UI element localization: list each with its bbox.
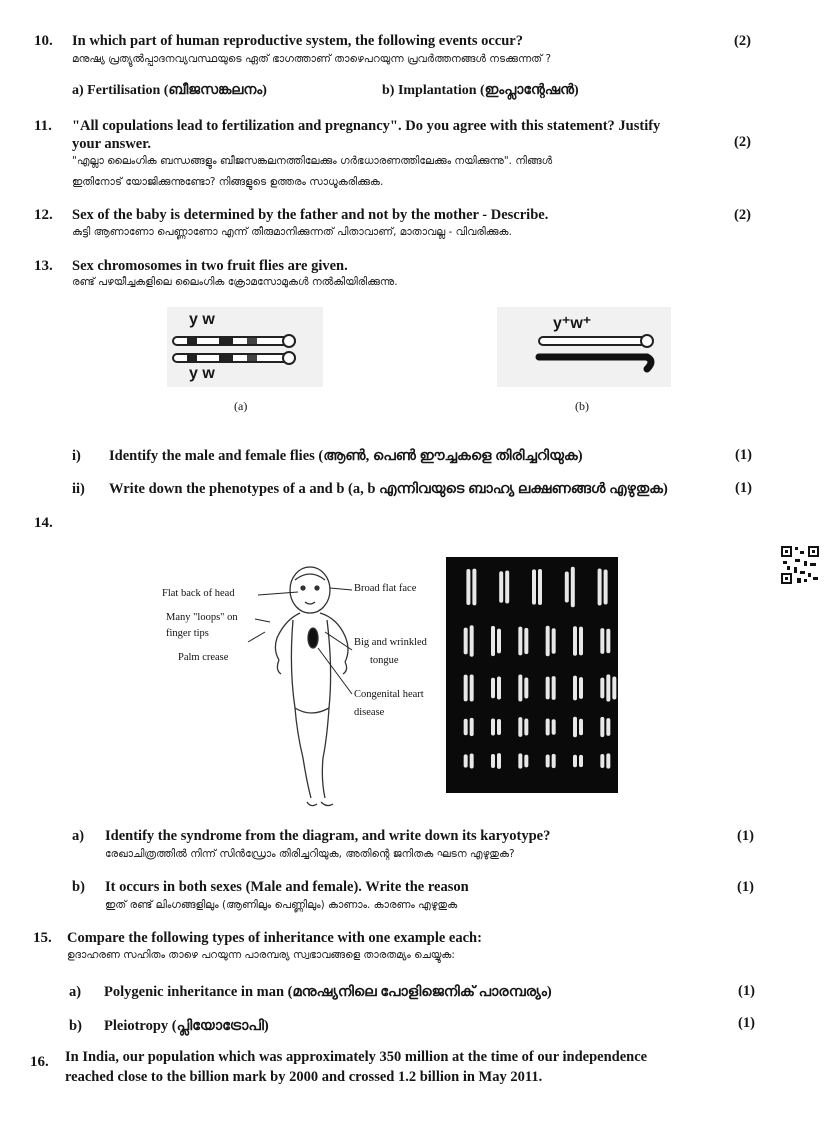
karyotype-chromosome: [552, 676, 556, 700]
karyotype-chromosome: [532, 569, 536, 604]
karyotype-chromosome: [606, 629, 610, 653]
karyotype-chromosome: [524, 755, 528, 768]
karyotype-chromosome: [470, 718, 474, 736]
label-many-loops: Many "loops" on: [166, 612, 238, 623]
question-13-sub-i-marks: (1): [735, 447, 752, 463]
karyotype-chromosome: [505, 571, 509, 604]
figure-a-bottom-label: y w: [189, 365, 215, 382]
karyotype-chromosome: [491, 626, 495, 656]
karyotype-chromosome: [491, 754, 495, 768]
karyotype-chromosome: [497, 719, 501, 735]
karyotype-chromosome: [524, 678, 528, 699]
karyotype-chromosome: [571, 567, 575, 608]
karyotype-chromosome: [464, 719, 468, 735]
karyotype-chromosome: [518, 627, 522, 656]
karyotype-chromosome: [579, 627, 583, 656]
figure-b-chromosomes: [497, 307, 671, 387]
question-10-text: In which part of human reproductive system, the following events occur?: [72, 33, 523, 49]
karyotype-chromosome: [466, 569, 470, 605]
karyotype-chromosome: [552, 754, 556, 768]
karyotype-chromosome: [552, 628, 556, 654]
karyotype-chromosome: [464, 675, 468, 702]
question-10-marks: (2): [734, 33, 751, 49]
question-14-sub-a: Identify the syndrome from the diagram, and write down its karyotype?: [105, 828, 551, 844]
question-15-number: 15.: [33, 930, 52, 946]
karyotype-chromosome: [497, 677, 501, 700]
question-14-number: 14.: [34, 515, 53, 531]
question-13-malayalam: രണ്ട് പഴയീച്ചകളിലെ ലൈംഗിക ക്രോമസോമുകൾ നൽകിയിരിക്കുന്നു.: [72, 276, 398, 288]
question-13-sub-ii: Write down the phenotypes of a and b (a, b എന്നിവയുടെ ബാഹ്യ ലക്ഷണങ്ങൾ എഴുതുക): [109, 481, 668, 497]
question-15-text: Compare the following types of inheritance with one example each:: [67, 930, 482, 946]
chromosome-figure-b: [497, 307, 671, 387]
karyotype-chromosome: [470, 674, 474, 701]
question-15-sub-a: Polygenic inheritance in man (മനുഷ്യനിലെ പോളിജെനിക് പാരമ്പര്യം): [104, 984, 552, 1000]
question-14-sub-a-number: a): [72, 828, 85, 844]
karyotype-chromosome: [600, 717, 604, 737]
karyotype-chromosome: [579, 719, 583, 735]
question-15-sub-b-number: b): [69, 1018, 82, 1034]
karyotype-chromosome: [565, 572, 569, 603]
question-14-sub-b: It occurs in both sexes (Male and female). Write the reason: [105, 879, 469, 895]
karyotype-chromosome: [491, 678, 495, 698]
karyotype-chromosome: [606, 753, 610, 768]
question-11-malayalam-line1: "എല്ലാ ലൈംഗിക ബന്ധങ്ങളും ബീജസങ്കലനത്തിലേക്കും ഗർഭധാരണത്തിലേക്കും നയിക്കുന്നു". നിങ്ങൾ: [72, 155, 553, 167]
question-10-malayalam: മനുഷ്യ പ്രത്യുൽപ്പാദനവ്യവസ്ഥയുടെ ഏത് ഭാഗത്താണ് താഴെപറയുന്ന പ്രവർത്തനങ്ങൾ നടക്കുന്നത് ?: [72, 53, 552, 65]
label-congenital-heart-1: Congenital heart: [354, 689, 424, 700]
karyotype-chromosome: [579, 677, 583, 699]
question-12-malayalam: കുട്ടി ആണാണോ പെണ്ണാണോ എന്ന് തീരുമാനിക്കുന്നത് പിതാവാണ്, മാതാവല്ല - വിവരിക്കുക.: [72, 226, 512, 238]
question-13-sub-i-number: i): [72, 448, 81, 464]
question-12-text: Sex of the baby is determined by the father and not by the mother - Describe.: [72, 207, 549, 223]
karyotype-chromosome: [612, 677, 616, 700]
karyotype-chromosome: [518, 675, 522, 702]
question-11-line1: "All copulations lead to fertilization and pregnancy". Do you agree with this statement? Justify: [72, 118, 661, 134]
question-11-line2: your answer.: [72, 136, 151, 152]
karyotype-chromosome: [524, 628, 528, 654]
question-12-number: 12.: [34, 207, 53, 223]
label-flat-back-of-head: Flat back of head: [162, 588, 235, 599]
karyotype-chromosome: [573, 717, 577, 738]
karyotype-chromosome: [464, 754, 468, 767]
karyotype-chromosome: [497, 629, 501, 654]
question-14-sub-a-marks: (1): [737, 828, 754, 844]
question-10-option-a: a) Fertilisation (ബീജസങ്കലനം): [72, 83, 267, 98]
question-10-number: 10.: [34, 33, 53, 49]
question-15-sub-b: Pleiotropy (പ്ലിയോട്രോപി): [104, 1018, 269, 1034]
question-16-number: 16.: [30, 1054, 49, 1070]
karyotype-chromosome: [464, 628, 468, 655]
karyotype-chromosome: [598, 568, 602, 605]
question-14-sub-b-number: b): [72, 879, 85, 895]
figure-b-top-label: y⁺w⁺: [553, 315, 592, 332]
question-11-marks: (2): [734, 134, 751, 150]
karyotype-chromosome: [518, 717, 522, 737]
label-palm-crease: Palm crease: [178, 652, 229, 663]
karyotype-chromosome: [470, 754, 474, 769]
qr-code-icon: [780, 545, 820, 585]
karyotype-chromosome: [518, 753, 522, 768]
karyotype-chromosome: [546, 718, 550, 735]
karyotype-chromosome: [497, 753, 501, 769]
question-13-number: 13.: [34, 258, 53, 274]
figure-b-caption: (b): [575, 399, 589, 413]
question-15-sub-a-marks: (1): [738, 983, 755, 999]
karyotype-chromosome: [573, 676, 577, 701]
karyotype-chromosome: [606, 674, 610, 701]
karyotype-chromosome: [472, 569, 476, 606]
question-10-option-b: b) Implantation (ഇംപ്ലാന്റേഷൻ): [382, 83, 579, 98]
karyotype-chromosome: [600, 754, 604, 768]
karyotype-chromosome: [573, 755, 577, 767]
question-13-text: Sex chromosomes in two fruit flies are given.: [72, 258, 348, 274]
question-15-malayalam: ഉദാഹരണ സഹിതം താഴെ പറയുന്ന പാരമ്പര്യ സ്വഭാവങ്ങളെ താരതമ്യം ചെയ്യുക:: [67, 949, 455, 961]
figure-a-caption: (a): [234, 399, 248, 413]
karyotype-chromosome: [606, 718, 610, 736]
question-15-sub-b-marks: (1): [738, 1015, 755, 1031]
karyotype-chromosome: [470, 625, 474, 657]
question-12-marks: (2): [734, 207, 751, 223]
karyotype-chromosome: [552, 719, 556, 734]
label-broad-flat-face: Broad flat face: [354, 583, 417, 594]
karyotype-chromosome: [524, 718, 528, 735]
question-11-number: 11.: [34, 118, 52, 134]
question-16-line1: In India, our population which was approximately 350 million at the time of our independence: [65, 1049, 648, 1065]
karyotype-chromosome: [546, 677, 550, 700]
question-13-sub-ii-number: ii): [72, 481, 85, 497]
karyotype-chromosome: [573, 626, 577, 655]
label-congenital-heart-2: disease: [354, 707, 385, 718]
question-15-sub-a-number: a): [69, 984, 82, 1000]
karyotype-chromosome: [499, 571, 503, 602]
chromosome-figure-a: [167, 307, 323, 387]
karyotype-image: [446, 557, 618, 793]
karyotype-chromosome: [579, 755, 583, 767]
karyotype-chromosome: [546, 626, 550, 656]
question-11-malayalam-line2: ഇതിനോട് യോജിക്കുന്നുണ്ടോ? നിങ്ങളുടെ ഉത്തരം സാധൂകരിക്കുക.: [72, 176, 384, 188]
karyotype-chromosome: [538, 569, 542, 605]
question-13-sub-ii-marks: (1): [735, 480, 752, 496]
karyotype-chromosome: [546, 754, 550, 767]
label-finger-tips: finger tips: [166, 628, 209, 639]
karyotype-chromosome: [600, 628, 604, 654]
question-13-sub-i: Identify the male and female flies (ആൺ, പെൺ ഈച്ചകളെ തിരിച്ചറിയുക): [109, 448, 583, 464]
question-14-sub-b-malayalam: ഇത് രണ്ട് ലിംഗങ്ങളിലും (ആണിലും പെണ്ണിലും) കാണാം. കാരണം എഴുതുക: [105, 899, 458, 911]
label-big-wrinkled-tongue-1: Big and wrinkled: [354, 637, 427, 648]
karyotype-chromosome: [491, 719, 495, 736]
karyotype-chromosome: [604, 570, 608, 605]
figure-a-top-label: y w: [189, 311, 215, 328]
karyotype-chromosome: [600, 678, 604, 699]
question-14-sub-a-malayalam: രേഖാചിത്രത്തിൽ നിന്ന് സിൻഡ്രോം തിരിച്ചറിയുക, അതിന്റെ ജനിതക ഘടന എഴുതുക?: [105, 848, 515, 860]
label-big-wrinkled-tongue-2: tongue: [370, 655, 399, 666]
question-14-sub-b-marks: (1): [737, 879, 754, 895]
question-16-line2: reached close to the billion mark by 2000 and crossed 1.2 billion in May 2011.: [65, 1069, 543, 1085]
